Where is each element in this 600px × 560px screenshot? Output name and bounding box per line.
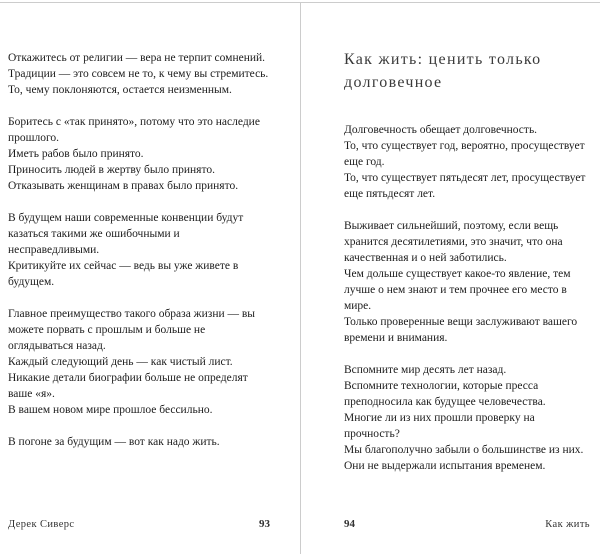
right-page-number: 94 (344, 518, 355, 530)
sentence: Только проверенные вещи заслуживают вашего времени и внимания. (344, 316, 578, 344)
right-page-text (344, 122, 590, 474)
sentence: То, чему поклоняются, остается неизменным. (8, 84, 232, 96)
sentence: Они не выдержали испытания временем. (344, 460, 546, 472)
paragraph-group (8, 50, 270, 98)
paragraph-group (344, 122, 590, 202)
paragraph-group (8, 210, 270, 290)
sentence: Вспомните технологии, которые пресса преподносила как будущее человечества. (344, 380, 546, 408)
sentence: Иметь рабов было принято. (8, 148, 144, 160)
paragraph-group (8, 434, 270, 450)
author-running-head: Дерек Сиверс (8, 519, 75, 530)
sentence: Отказывать женщинам в правах было принято. (8, 180, 239, 192)
paragraph-group (344, 362, 590, 474)
sentence: Вспомните мир десять лет назад. (344, 364, 507, 376)
paragraph-group (344, 218, 590, 346)
paragraph-group (8, 114, 270, 194)
right-page-footer (344, 518, 590, 530)
sentence: Откажитесь от религии — вера не терпит сомнений. (8, 52, 266, 64)
paragraph-group (8, 306, 270, 418)
sentence: Приносить людей в жертву было принято. (8, 164, 215, 176)
sentence: Традиции — это совсем не то, к чему вы стремитесь. (8, 68, 269, 80)
sentence: Никакие детали биографии больше не определят ваше «я». (8, 372, 248, 400)
book-title-running-head: Как жить (545, 519, 590, 530)
sentence: В будущем наши современные конвенции будут казаться такими же ошибочными и несправедливыми. (8, 212, 244, 256)
sentence: В погоне за будущим — вот как надо жить. (8, 436, 220, 448)
left-page-number: 93 (259, 518, 270, 530)
sentence: Главное преимущество такого образа жизни — вы можете порвать с прошлым и больше не оглядываться назад. (8, 308, 256, 352)
sentence: В вашем новом мире прошлое бессильно. (8, 404, 213, 416)
left-page-text (8, 50, 270, 450)
sentence: Долговечность обещает долговечность. (344, 124, 538, 136)
sentence: Боритесь с «так принято», потому что это наследие прошлого. (8, 116, 260, 144)
sentence: Мы благополучно забыли о большинстве из них. (344, 444, 584, 456)
left-page-footer (8, 518, 270, 530)
sentence: То, что существует пятьдесят лет, просуществует еще пятьдесят лет. (344, 172, 586, 200)
chapter-heading: Как жить: ценить только долговечное (344, 51, 542, 91)
sentence: Каждый следующий день — как чистый лист. (8, 356, 233, 368)
sentence: Выживает сильнейший, поэтому, если вещь хранится десятилетиями, это значит, что она качественная и о ней заботились. (344, 220, 563, 264)
sentence: То, что существует год, вероятно, просуществует еще год. (344, 140, 585, 168)
right-page (300, 0, 600, 560)
sentence: Чем дольше существует какое-то явление, тем лучше о нем знают и тем прочнее его место в мире. (344, 268, 571, 312)
sentence: Критикуйте их сейчас — ведь вы уже живете в будущем. (8, 260, 239, 288)
sentence: Многие ли из них прошли проверку на прочность? (344, 412, 535, 440)
